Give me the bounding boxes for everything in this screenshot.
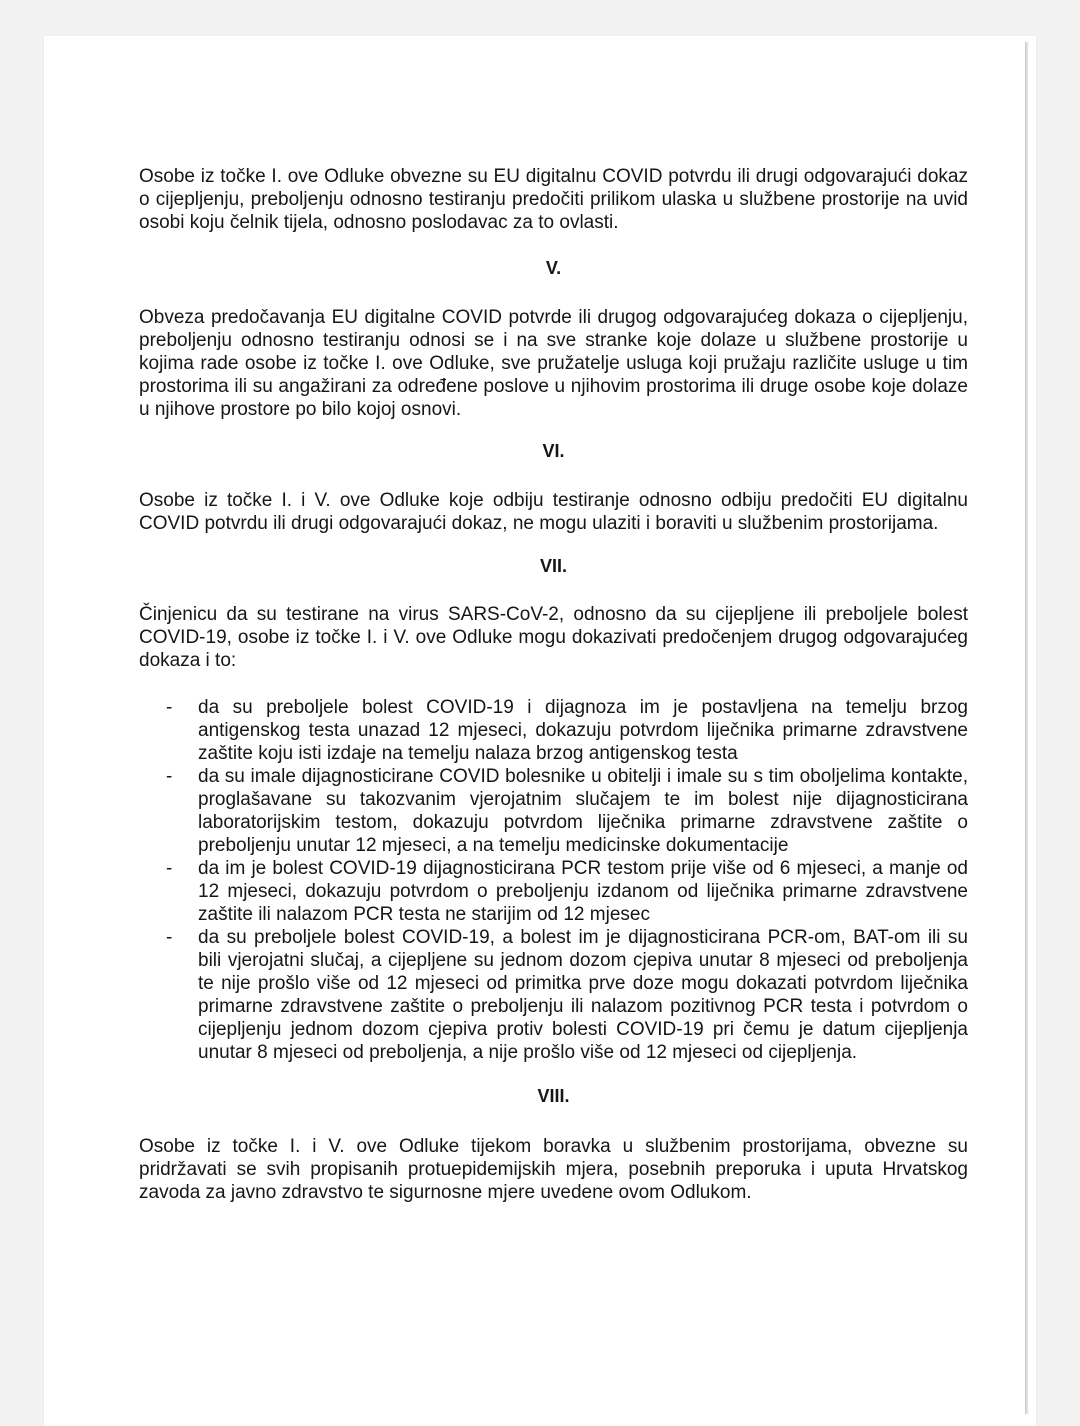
section-heading-vii: VII. bbox=[539, 556, 567, 576]
list-item-text: da su imale dijagnosticirane COVID bolesnike u obitelji i imale su s tim oboljelima kontakte, proglašavane su takozvanim vjerojatnim slučajem te im bolest nije dijagnosticirana laboratorijskim testom, dokazuju potvrdom liječnika primarne zdravstvene zaštite o preboljenju unutar 12 mjeseci, a na temelju medicinske dokumentacije bbox=[198, 766, 968, 856]
paragraph-vi: Osobe iz točke I. i V. ove Odluke koje odbiju testiranje odnosno odbiju predočiti EU digitalnu COVID potvrdu ili drugi odgovarajući dokaz, ne mogu ulaziti i boraviti u službenim prostorijama. bbox=[139, 490, 968, 534]
paragraph-v: Obveza predočavanja EU digitalne COVID potvrde ili drugog odgovarajućeg dokaza o cijepljenju, preboljenju odnosno testiranju odnosi se i na sve stranke koje dolaze u službene prostorije u kojima rade osobe iz točke I. ove Odluke, sve pružatelje usluga koji pružaju različite usluge u tim prostorima ili su angažirani za određene poslove u njihovim prostorima ili druge osobe koje dolaze u njihove prostore po bilo kojoj osnovi. bbox=[139, 307, 968, 420]
bullet-marker: - bbox=[166, 927, 173, 948]
bullet-marker: - bbox=[166, 697, 173, 718]
paragraph-vii: Činjenicu da su testirane na virus SARS-CoV-2, odnosno da su cijepljene ili preboljele bolest COVID-19, osobe iz točke I. i V. ove Odluke mogu dokazivati predočenjem drugog odgovarajućeg dokaza i to: bbox=[139, 604, 968, 671]
paragraph-intro: Osobe iz točke I. ove Odluke obvezne su EU digitalnu COVID potvrdu ili drugi odgovarajući dokaz o cijepljenju, preboljenju odnosno testiranju predočiti prilikom ulaska u službene prostorije na uvid osobi koju čelnik tijela, odnosno poslodavac za to ovlasti. bbox=[139, 166, 968, 233]
list-item bbox=[139, 765, 968, 857]
list-item bbox=[139, 857, 968, 926]
bullet-marker: - bbox=[166, 766, 173, 787]
list-item-text: da im je bolest COVID-19 dijagnosticirana PCR testom prije više od 6 mjeseci, a manje od 12 mjeseci, dokazuju potvrdom o preboljenju izdanom od liječnika primarne zdravstvene zaštite ili nalazom PCR testa ne starijim od 12 mjesec bbox=[198, 858, 968, 925]
section-heading-v: V. bbox=[545, 258, 562, 278]
list-item bbox=[139, 926, 968, 1064]
list-item-text: da su preboljele bolest COVID-19, a bolest im je dijagnosticirana PCR-om, BAT-om ili su bili vjerojatni slučaj, a cijepljene su jednom dozom cjepiva unutar 8 mjeseci od preboljenja te nije prošlo više od 12 mjeseci od primitka prve doze mogu dokazati potvrdom liječnika primarne zdravstvene zaštite o preboljenju ili nalazom pozitivnog PCR testa i potvrdom o cijepljenju jednom dozom cjepiva protiv bolesti COVID-19 pri čemu je datum cijepljenja unutar 8 mjeseci od preboljenja, a nije prošlo više od 12 mjeseci od cijepljenja. bbox=[198, 927, 968, 1063]
list-item bbox=[139, 696, 968, 765]
paragraph-viii: Osobe iz točke I. i V. ove Odluke tijekom boravka u službenim prostorijama, obvezne su pridržavati se svih propisanih protuepidemijskih mjera, posebnih preporuka i uputa Hrvatskog zavoda za javno zdravstvo te sigurnosne mjere uvedene ovom Odlukom. bbox=[139, 1136, 968, 1203]
list-item-text: da su preboljele bolest COVID-19 i dijagnoza im je postavljena na temelju brzog antigenskog testa unazad 12 mjeseci, dokazuju potvrdom liječnika primarne zdravstvene zaštite koju isti izdaje na temelju nalaza brzog antigenskog testa bbox=[198, 697, 968, 764]
section-heading-vi: VI. bbox=[542, 441, 565, 461]
bullet-marker: - bbox=[166, 858, 173, 879]
document-body bbox=[139, 165, 968, 1204]
bullet-list bbox=[139, 696, 968, 1064]
section-heading-viii: VIII. bbox=[537, 1086, 570, 1106]
page-edge-shadow bbox=[1025, 42, 1028, 1414]
